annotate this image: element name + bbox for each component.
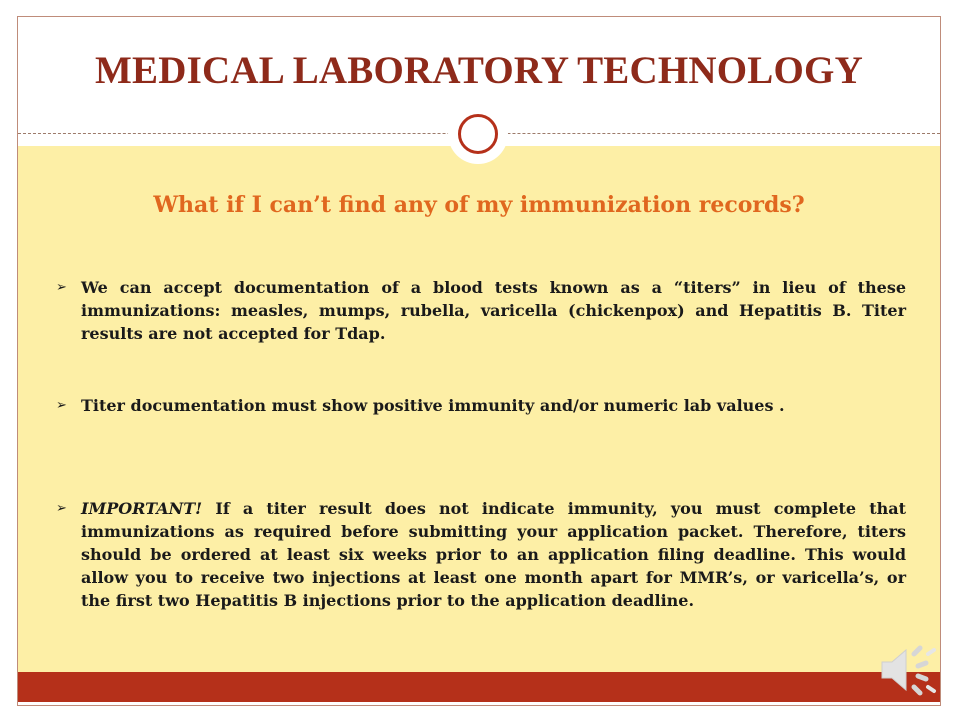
slide-subtitle: What if I can’t find any of my immunization records? <box>153 192 805 218</box>
speaker-icon-graphic <box>878 640 942 700</box>
circle-ring-ornament-inner <box>458 114 498 154</box>
bullet-text: We can accept documentation of a blood tests known as a “titers” in lieu of these immunizations: measles, mumps, rubella, varicella (chickenpox) and Hepatitis B. Titer results are not accepted for Tdap. <box>81 278 906 343</box>
slide-title: MEDICAL LABORATORY TECHNOLOGY <box>95 49 863 92</box>
bullet-arrow-icon: ➢ <box>56 501 67 516</box>
bullet-arrow-icon: ➢ <box>56 398 67 413</box>
bullet-text <box>81 497 906 612</box>
important-text: If a titer result does not indicate immunity, you must complete that immunizations as required before submitting your application packet. Therefore, titers should be ordered at least six weeks prior to an application filing deadline. This would allow you to receive two injections at least one month apart for MMR’s, or varicella’s, or the first two Hepatitis B injections prior to the application deadline. <box>81 499 906 610</box>
bullet-item-important <box>56 497 906 612</box>
bottom-accent-bar <box>18 672 940 702</box>
bullet-arrow-icon: ➢ <box>56 280 67 295</box>
speaker-icon[interactable] <box>878 640 942 700</box>
bullet-item-documentation <box>56 394 856 417</box>
bullet-text: Titer documentation must show positive immunity and/or numeric lab values . <box>81 396 785 415</box>
bullet-item-titers <box>56 276 906 345</box>
important-label: IMPORTANT! <box>81 499 203 518</box>
